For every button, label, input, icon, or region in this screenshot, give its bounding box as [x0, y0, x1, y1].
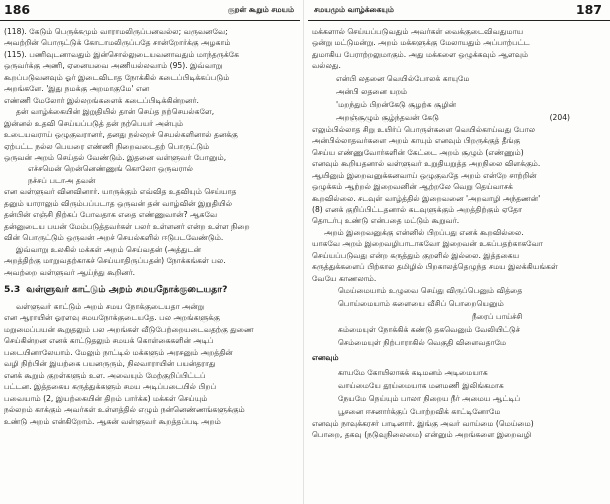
- text-line: அறங்களே. 'இது நமக்கு அறமாகுமே' என: [4, 84, 150, 94]
- verse-number: (204): [549, 112, 570, 122]
- text-line: என வள்ளுவர் வினவினார். யாருக்கும் எவ்வித உதவியும் செய்யாத: [4, 187, 237, 197]
- verse-line: அன்பி லதனை யறம்: [336, 86, 408, 96]
- text-line: செய்யப்படுவது என்ற கருத்தும் குறளில் இல்லை. இத்தகைய: [312, 250, 520, 260]
- text-line: வல்லது.: [312, 61, 341, 71]
- right-page-body: [312, 26, 600, 441]
- text-line: எலும்பில்லாத சிறு உயிர்ப் பொருள்களை வெயில்காய்வது போல: [312, 124, 536, 134]
- text-line: கூறப்படுவனவும் ஓர் இடைவிடாத நோக்கில் கடைப்பிடிக்கப்படும்: [4, 72, 230, 82]
- text-line: (118). கேடும் பெருக்கமும் வாராமலிருப்பனவல்ல; வருவனவே;: [4, 27, 228, 36]
- text-line: வழி நிற்பின் இயற்கை பயனருரும், நிலவாராயின் பயன்தராது: [4, 359, 216, 369]
- right-page-number: 187: [575, 2, 602, 17]
- text-line: அவற்றை வள்ளுவர் ஆய்ந்து கூறினர்.: [4, 267, 136, 277]
- left-page-body: [4, 26, 294, 427]
- text-line: வின் பொருட்டும் ஒருவன் அறச் செயல்களில் ஈடுபடவேண்டும்.: [4, 233, 224, 243]
- verse-line: நீரைப் பாய்ச்சி: [472, 312, 523, 322]
- verse-line: செம்மையுள் நிற்பாராகில் வெகுதி விளைவதாமே: [338, 338, 507, 348]
- text-line: படையினாலேயாம். மேலும் நாட்டில் மக்களும் அரசனும் அறத்தின்: [4, 347, 233, 357]
- text-line: அன்பில்லாதவர்களை அறம் காயும் எனவும் பிறருக்குத் தீங்கு: [312, 136, 521, 146]
- text-line: (115). பணிவுடனாவதும் இன்சொல்லுடையவனாவதும் மாந்தருக்கே: [4, 49, 239, 59]
- text-line: நல்லறம் காக்கும் அவர்கள் உள்ளத்தில் எழும் நன்னெண்ணங்களுக்கும்: [4, 405, 245, 415]
- verse-line: [312, 111, 600, 124]
- left-page-number: 186: [4, 2, 31, 17]
- section-title: வள்ளுவர் காட்டும் அறம் சமயநோக்குடையதா?: [26, 283, 228, 295]
- text-line: துமாகிய பேராற்றலுமாகும். அது மக்களை ஒழுக்கவும் ஆளவும்: [312, 49, 529, 59]
- text-line: ஒருவர்க்கு அணி, ஏனையவை அணியல்லவாம் (95). இவ்வாறு: [4, 61, 223, 71]
- verse-line: சும்மையுள் நோக்கிக் கண்டு தகவெனும் வேலியிட்டுச்: [338, 325, 520, 335]
- right-page: [308, 0, 610, 504]
- text-line: (8) எனக் குறிப்பிட்டதனால் கடவுளுக்கும் அறத்திற்கும் ஏதோ: [312, 204, 523, 214]
- section-number: 5.3: [4, 283, 21, 295]
- text-line: எனக் கூறும் குறள்களும் உள. அவையும் மேற்குறிப்பிட்டப்: [4, 370, 206, 380]
- text-line: ஒன்று மட்டுமன்று. அறம் மக்களுக்கு மேலாயதும் அப்பாற்பட்ட: [312, 38, 530, 48]
- text-line: செய்ய எண்ணுவோர்களின் கேட்டை அறம் சூழும் (எண்ணும்): [312, 147, 524, 157]
- text-line: ஆயினும் இறைவனுக்கனவாய் ஒழுகுவதே அறம் என்றே சாற்றின்: [312, 170, 537, 180]
- text-line: அறம் இறைவனுக்கு என்னில் பிறப்பது எனக் கூறவில்லை.: [324, 227, 524, 237]
- text-line: தனும் யாராலும் விரும்பப்படாத ஒருவன் தன் வாழ்வின் இறுதியில்: [4, 198, 233, 208]
- text-line: உண்டு அறம் என்கிறோம். ஆகன் வள்ளுவர் கூறத்தப்படி அறம்: [4, 416, 221, 426]
- text-line: யாகவே அறம் இறைவழிபாடாகவோ இறைவன் உகப்பதற்காகவோ: [312, 239, 543, 249]
- text-line: எனவும் கூறியதனால் வள்ளுவர் உறுதியறுத்த அறநிலை விளக்கும்.: [312, 159, 541, 169]
- subheading: எனவும்: [312, 353, 339, 363]
- book-gutter: [303, 0, 304, 504]
- left-running-title: குறள் கூறும் சமயம்: [227, 5, 294, 14]
- text-line: பொறை, தகவு (நடுவுநிலைமை) என்னும் அறங்களை இறைவழி: [312, 430, 532, 440]
- text-line: பவையாம் (2, இயற்கையின் திறம் பார்க்க) மக்கள் செய்யும்: [4, 393, 208, 403]
- verse-text: அறஞ்சூழும் சூழ்ந்தவன் கேடு: [336, 112, 439, 122]
- verse-line: நேயமே நெய்யும் பாலா நிறைய நீர் அமைய ஆட்டிப்: [338, 393, 521, 403]
- text-line: உடையவராய் ஒழுகுவரானர், தனது நல்லறச் செயல்களினால் தனக்கு: [4, 130, 238, 140]
- text-line: மறுமைப்பயன் கூறுதலும் பல அறங்கள் வீடுபேற்றையடைவதற்கு துணை: [4, 324, 254, 334]
- text-line: தன்னுடைய பயன் மேம்படுத்தவர்கள் பலர் உள்ளனர் என்ற உள்ள நிறை: [4, 221, 250, 231]
- verse-line: எச்சமென் றென்னெண்ணுங் கொலோ ஒருவரால்: [28, 164, 193, 174]
- text-line: வேயே காணலாம்.: [312, 273, 377, 283]
- verse-line: பூசனை ஈசனார்க்குப் போற்றவிக் காட்டினோமே: [338, 406, 501, 416]
- text-line: தொடர்பு உண்டு என்பதை மட்டும் கூறுவர்.: [312, 216, 460, 226]
- section-heading: [4, 282, 294, 298]
- text-line: ஏற்பட்ட நல்ல பெயரை எண்ணி நிறைவடைதற் பொருட்டும்: [4, 141, 210, 151]
- right-page-header: [308, 2, 610, 21]
- text-line: இன்னல் உதவி செய்யப்படுத் தன் நற்பெயர் அன்பும்: [4, 118, 184, 128]
- verse-line: நச்சப் படாஅ தவன்: [28, 175, 96, 185]
- verse-line: மெய்மையாம் உழுவை செய்து விருப்பெனும் வித்தை: [338, 286, 523, 296]
- text-line: இவ்வாறு உலகில் மக்கள் அறம் செய்வதன் (அத்துடன்: [16, 244, 201, 254]
- text-line: ஒருவன் அறம் செய்தல் வேண்டும். இதனை வள்ளுவர் போனும்,: [4, 152, 227, 162]
- text-line: அவற்றின் பொருட்டுக் கோடாமலிருப்பதே சான்றோர்க்கு அழகாம்: [4, 38, 231, 48]
- text-line: என ஆராயின் ஓரளவு சமயநோக்குடையதே. பல அறங்களுக்கு: [4, 313, 220, 323]
- text-line: மக்களால் செய்யப்படுவதும் அவர்கள் வைக்குடைவிவதுமாய: [312, 27, 524, 36]
- right-running-title: சமயமும் வாழ்க்கையும்: [314, 5, 394, 14]
- text-line: பட்டன. இத்தகைய கருத்துக்களும் சமய அடிப்படையில் பிறப்: [4, 382, 217, 392]
- text-line: தன்பின் எஞ்சி நிற்கப் போவதாக எதை எண்ணுவான்? ஆகவே: [4, 210, 218, 220]
- verse-line: வாய்மையே தூய்மையாக மனமணி இலிங்கமாக: [338, 380, 504, 390]
- text-line: செய்கின்றன எனக் காட்டுதலும் சமயக் கொள்கைகளின் அடிப்: [4, 336, 214, 346]
- text-line: எண்ணி மேலோர் இல்லறங்களைக் கடைப்பிடிக்கின்றனர்.: [4, 95, 199, 105]
- verse-line: என்பி லதனை வெயில்போலக் காயுமே: [336, 73, 470, 83]
- text-line: கூறவில்லை. சடவுள் வாழ்த்தில் இறைவனை 'அறவாழி அந்தணன்': [312, 193, 541, 203]
- text-line: தன் வாழ்க்கையின் இறுதியில் தான் செய்த நற்செயல்களே,: [16, 107, 215, 117]
- verse-line: 'மறந்தும் பிறன்கேடு சூழற்க சூழின்: [336, 99, 457, 109]
- left-page-header: [0, 2, 300, 21]
- verse-line: பொய்மையாம் களையை வீசிப் பொறையெனும்: [338, 299, 504, 309]
- text-line: கருத்துக்களைப் பிற்கால தமிழில் பிறகாலத்தெழுந்த சமய இலக்கியங்கள்: [312, 262, 558, 272]
- verse-line: காயமே கோயிலாகக் கடிமனம் அடிமையாக: [338, 367, 488, 377]
- text-line: வள்ளுவர் காட்டும் அறம் சமய நோக்குடையதா அன்று: [16, 301, 205, 311]
- left-page: [0, 0, 300, 504]
- text-line: அறத்திற்கு மாறுவதற்காகச் செய்யாதிருப்பதன்) நோக்கங்கள் பல.: [4, 256, 226, 266]
- text-line: ஒழுக்கம் ஆற்றல் இறைவனின் ஆற்றலே வெறு தெய்வாசக்: [312, 182, 513, 192]
- text-line: எனவும் நாவுக்கரசர் பாடினார். இங்கு அவர் வாய்மை (மெய்மை): [312, 418, 534, 428]
